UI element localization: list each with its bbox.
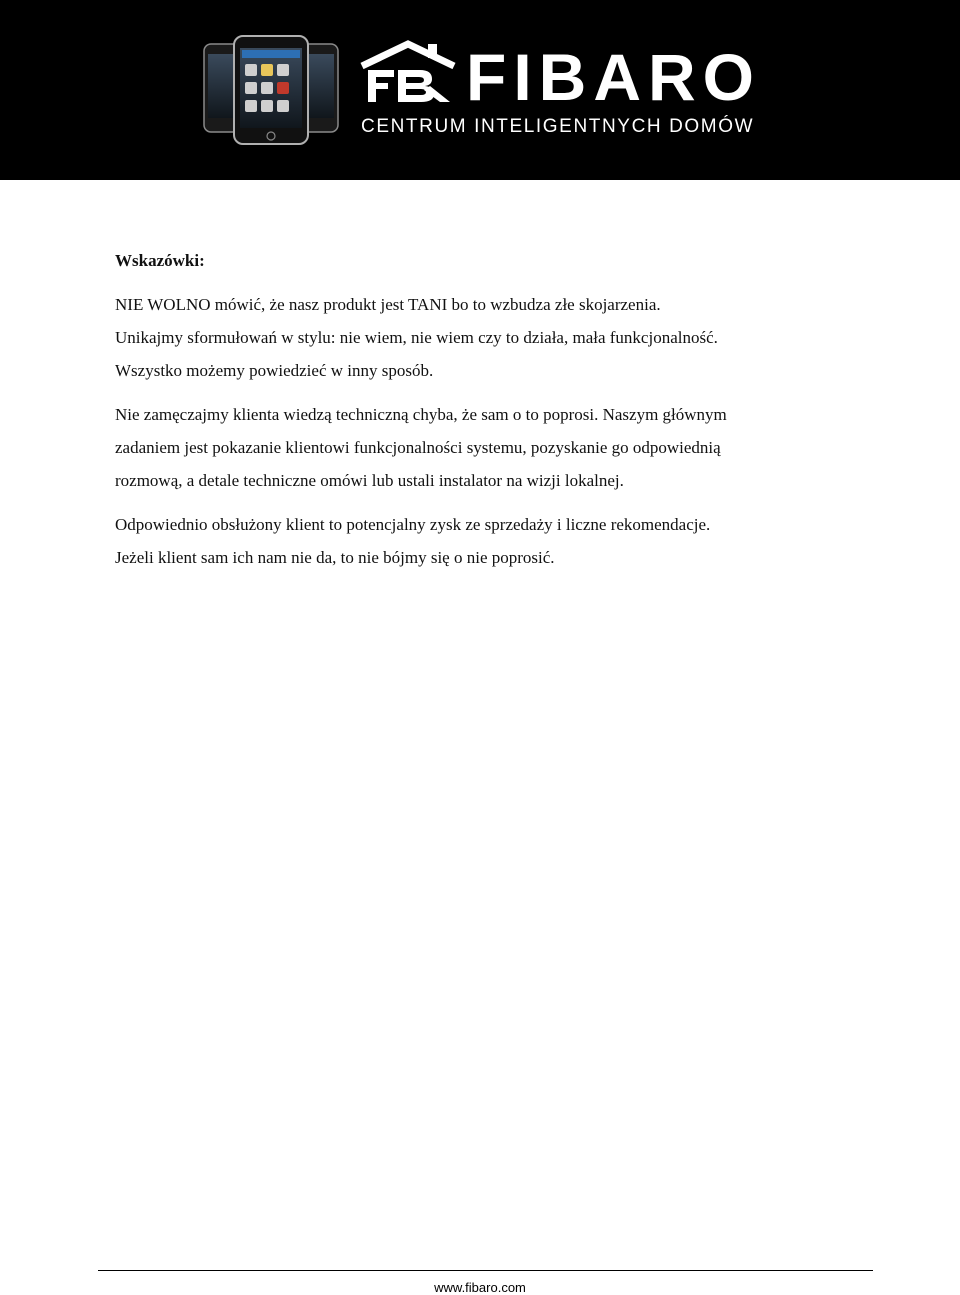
smartphones-image	[196, 30, 346, 150]
brand-name: FIBARO	[466, 40, 761, 114]
text-line: NIE WOLNO mówić, że nasz produkt jest TANI bo to wzbudza złe skojarzenia.	[115, 295, 661, 314]
text-line: Odpowiednio obsłużony klient to potencjalny zysk ze sprzedaży i liczne rekomendacje.	[115, 515, 711, 534]
paragraph	[115, 398, 855, 497]
text-line: Unikajmy sformułowań w stylu: nie wiem, nie wiem czy to działa, mała funkcjonalność.	[115, 328, 718, 347]
header-banner	[0, 0, 960, 180]
section-heading: Wskazówki:	[115, 251, 205, 270]
text-line: zadaniem jest pokazanie klientowi funkcjonalności systemu, pozyskanie go odpowiednią	[115, 438, 721, 457]
text-line: rozmową, a detale techniczne omówi lub ustali instalator na wizji lokalnej.	[115, 471, 624, 490]
text-line: Wszystko możemy powiedzieć w inny sposób.	[115, 361, 434, 380]
text-line: Jeżeli klient sam ich nam nie da, to nie bójmy się o nie poprosić.	[115, 548, 555, 567]
text-line: Nie zamęczajmy klienta wiedzą techniczną chyba, że sam o to poprosi. Naszym głównym	[115, 405, 727, 424]
document-body	[115, 244, 855, 585]
brand-tagline: CENTRUM INTELIGENTNYCH DOMÓW	[361, 116, 755, 137]
paragraph	[115, 288, 855, 387]
footer-url[interactable]: www.fibaro.com	[434, 1280, 526, 1295]
paragraph	[115, 508, 855, 574]
fibaro-logo-icon	[358, 40, 458, 104]
footer-divider	[98, 1270, 873, 1271]
